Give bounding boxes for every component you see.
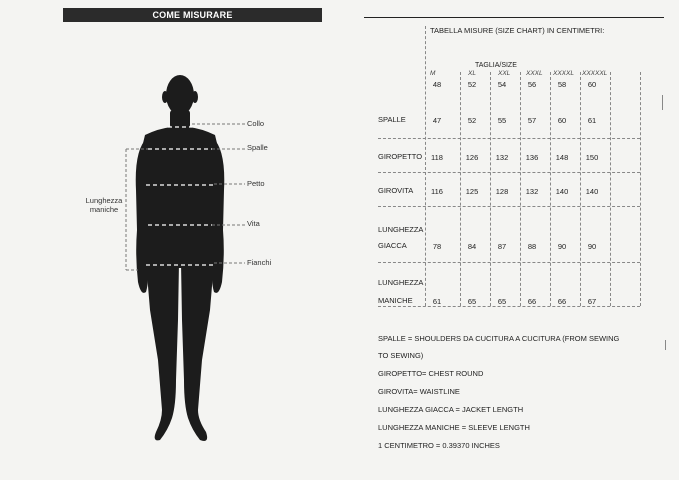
size-letter-m: M [430, 70, 436, 77]
grid-vline [425, 26, 426, 306]
row-label-lunghezza-giacca-2: GIACCA [378, 241, 407, 250]
table-cell: 60 [557, 116, 567, 125]
grid-hline [378, 206, 640, 207]
scan-mark [665, 340, 666, 350]
table-cell: 126 [465, 153, 479, 162]
label-lunghezza-maniche-line1: Lunghezza [85, 196, 123, 205]
table-cell: 55 [497, 116, 507, 125]
table-cell: 132 [525, 187, 539, 196]
table-cell: 66 [527, 297, 537, 306]
row-label-giropetto: GIROPETTO [378, 152, 423, 161]
table-cell: 57 [527, 116, 537, 125]
size-letter-xxxxl: XXXXL [553, 70, 574, 77]
table-cell: 61 [587, 116, 597, 125]
size-letter-xxxxxl: XXXXXL [582, 70, 608, 77]
table-cell: 118 [431, 153, 443, 162]
size-58: 58 [557, 80, 567, 89]
table-cell: 136 [525, 153, 539, 162]
grid-hline [378, 172, 640, 173]
label-lunghezza-maniche-line2: maniche [89, 205, 119, 214]
note-line: GIROVITA= WAISTLINE [378, 387, 460, 396]
label-spalle: Spalle [247, 143, 268, 152]
size-48: 48 [432, 80, 442, 89]
table-cell: 88 [527, 242, 537, 251]
how-to-measure-header: COME MISURARE [63, 8, 322, 22]
size-letter-xxl: XXL [498, 70, 511, 77]
note-line: SPALLE = SHOULDERS DA CUCITURA A CUCITURA (FROM SEWING [378, 334, 620, 343]
grid-hline [378, 306, 640, 307]
table-cell: 47 [432, 116, 442, 125]
note-line: 1 CENTIMETRO = 0.39370 INCHES [378, 441, 500, 450]
note-line: LUNGHEZZA MANICHE = SLEEVE LENGTH [378, 423, 530, 432]
note-line: GIROPETTO= CHEST ROUND [378, 369, 484, 378]
grid-hline [378, 262, 640, 263]
grid-vline [640, 72, 641, 306]
row-label-lunghezza-maniche-1: LUNGHEZZA [378, 278, 424, 287]
label-petto: Petto [247, 179, 265, 188]
row-label-spalle: SPALLE [378, 115, 406, 124]
table-cell: 140 [555, 187, 569, 196]
scan-mark [662, 95, 663, 110]
label-vita: Vita [247, 219, 260, 228]
table-cell: 116 [431, 187, 443, 196]
top-rule [364, 17, 664, 18]
size-54: 54 [497, 80, 507, 89]
row-label-girovita: GIROVITA [378, 186, 414, 195]
silhouette-icon [136, 75, 225, 441]
size-56: 56 [527, 80, 537, 89]
table-cell: 150 [585, 153, 599, 162]
note-line: LUNGHEZZA GIACCA = JACKET LENGTH [378, 405, 524, 414]
table-title: TABELLA MISURE (SIZE CHART) IN CENTIMETRI: [430, 26, 605, 35]
row-label-lunghezza-maniche-2: MANICHE [378, 296, 413, 305]
grid-hline [378, 138, 640, 139]
table-cell: 148 [555, 153, 569, 162]
size-52: 52 [467, 80, 477, 89]
table-cell: 65 [497, 297, 507, 306]
table-cell: 52 [467, 116, 477, 125]
table-cell: 87 [497, 242, 507, 251]
row-label-lunghezza-giacca-1: LUNGHEZZA [378, 225, 424, 234]
table-cell: 65 [467, 297, 477, 306]
size-letter-xxxl: XXXL [526, 70, 543, 77]
grid-vline [610, 72, 611, 306]
table-cell: 78 [432, 242, 442, 251]
size-60: 60 [587, 80, 597, 89]
size-letter-xl: XL [468, 70, 476, 77]
table-cell: 67 [587, 297, 597, 306]
table-cell: 84 [467, 242, 477, 251]
table-cell: 90 [587, 242, 597, 251]
table-cell: 125 [465, 187, 479, 196]
size-chart-panel [340, 0, 679, 480]
note-line: TO SEWING) [378, 351, 424, 360]
table-subtitle: TAGLIA/SIZE [475, 62, 517, 69]
label-collo: Collo [247, 119, 265, 128]
table-cell: 61 [432, 297, 442, 306]
table-cell: 140 [585, 187, 599, 196]
table-cell: 90 [557, 242, 567, 251]
label-lunghezza-maniche [84, 196, 124, 214]
table-cell: 66 [557, 297, 567, 306]
table-cell: 132 [495, 153, 509, 162]
label-fianchi: Fianchi [247, 258, 272, 267]
table-cell: 128 [495, 187, 509, 196]
